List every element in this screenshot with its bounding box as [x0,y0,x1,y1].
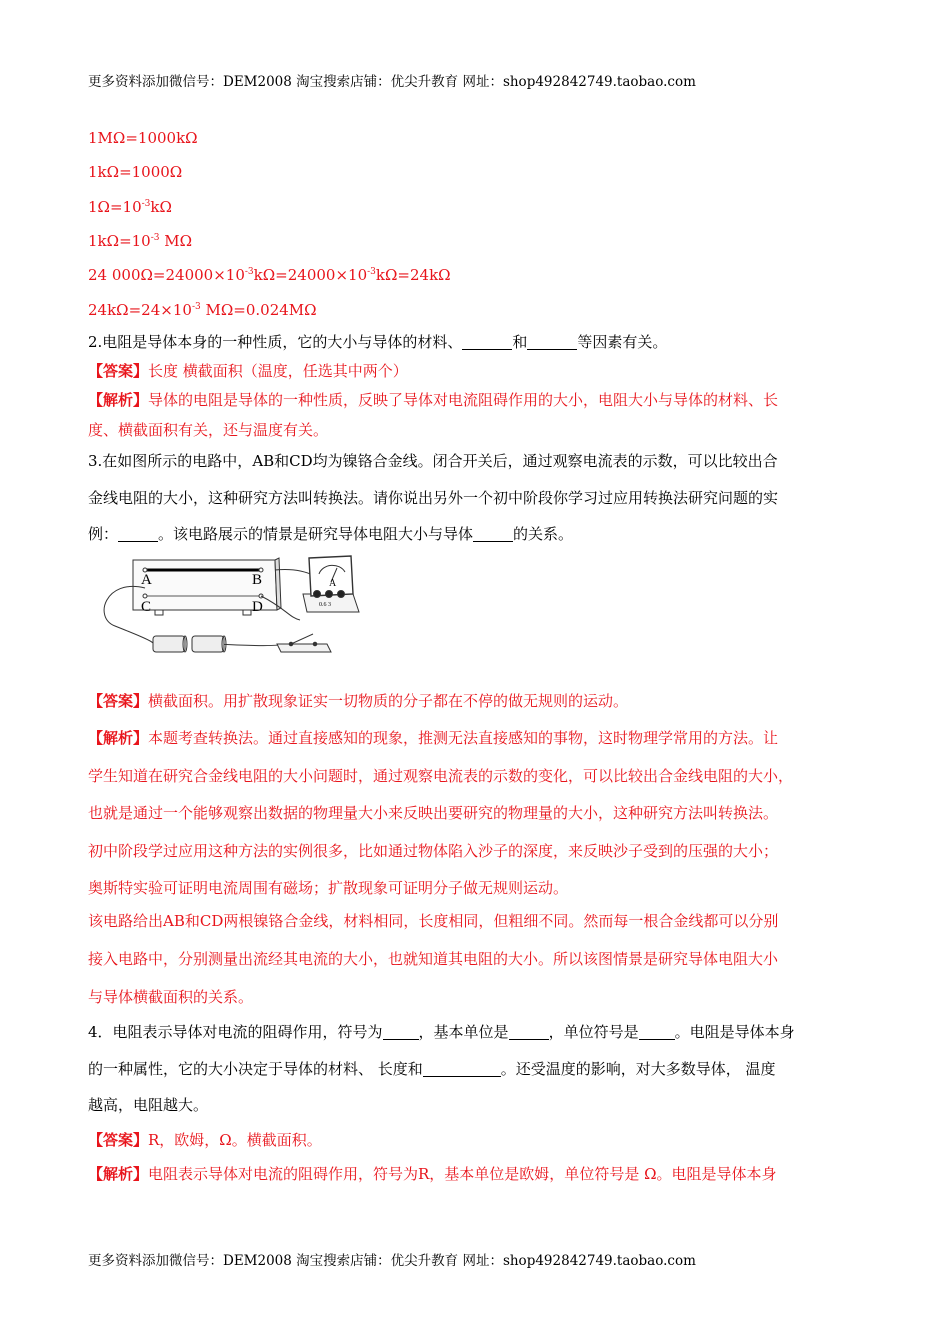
question-3-analysis-5: 奥斯特实验可证明电流周围有磁场；扩散现象可证明分子做无规则运动。 [88,879,569,897]
question-4-line-3: 越高，电阻越大。 [88,1096,209,1114]
question-2-analysis-2: 度、横截面积有关，还与温度有关。 [88,421,329,439]
question-4-line-1: 4．电阻表示导体对电流的阻碍作用，符号为 ，基本单位是 ，单位符号是 。电阻是导体本身 [88,1023,795,1041]
question-2: 2.电阻是导体本身的一种性质，它的大小与导体的材料、 和 等因素有关。 [88,333,668,351]
circuit-diagram [95,548,360,660]
question-3-line-1: 3.在如图所示的电路中，AB和CD均为镍铬合金线。闭合开关后，通过观察电流表的示数，可以比较出合 [88,452,778,470]
conversion-line-2: 1kΩ=1000Ω [88,163,183,181]
question-4-answer: 【答案】R，欧姆，Ω。横截面积。 [88,1131,322,1149]
ammeter-scale: 0.6 3 [319,602,331,608]
question-3-analysis-1: 【解析】本题考查转换法。通过直接感知的现象，推测无法直接感知的事物，这时物理学常用的方法。让 [88,729,779,747]
question-3-answer: 【答案】横截面积。用扩散现象证实一切物质的分子都在不停的做无规则的运动。 [88,692,629,710]
question-3-line-2: 金线电阻的大小，这种研究方法叫转换法。请你说出另外一个初中阶段你学习过应用转换法研究问题的实 [88,489,779,507]
label-c: C [141,599,152,615]
question-4-line-2: 的一种属性，它的大小决定于导体的材料、 长度和 。还受温度的影响，对大多数导体， 温度 [88,1060,776,1078]
question-3-line-3: 例： 。该电路展示的情景是研究导体电阻大小与导体 的关系。 [88,525,574,543]
label-d: D [252,599,263,615]
question-3-analysis-2: 学生知道在研究合金线电阻的大小问题时，通过观察电流表的示数的变化，可以比较出合金线电阻的大小， [88,767,794,785]
question-3-analysis-6: 该电路给出AB和CD两根镍铬合金线，材料相同，长度相同，但粗细不同。然而每一根合金线都可以分别 [88,912,779,930]
question-4-analysis-1: 【解析】电阻表示导体对电流的阻碍作用，符号为R，基本单位是欧姆，单位符号是 Ω。电阻是导体本身 [88,1165,777,1183]
question-3-analysis-3: 也就是通过一个能够观察出数据的物理量大小来反映出要研究的物理量的大小，这种研究方法叫转换法。 [88,804,779,822]
label-a: A [141,572,152,588]
page-header: 更多资料添加微信号：DEM2008 淘宝搜索店铺：优尖升教育 网址：shop492842749.taobao.com [88,74,696,90]
question-3-analysis-8: 与导体横截面积的关系。 [88,988,254,1006]
question-2-analysis-1: 【解析】导体的电阻是导体的一种性质，反映了导体对电流阻碍作用的大小，电阻大小与导体的材料、长 [88,391,779,409]
conversion-line-6: $24k\Omega=24\times 10^{-3}$ MΩ=0.024MΩ [88,301,317,319]
question-3-analysis-7: 接入电路中，分别测量出流经其电流的大小，也就知道其电阻的大小。所以该图情景是研究导体电阻大小 [88,950,779,968]
ammeter-label: A [329,578,337,589]
conversion-line-4: $1k\Omega=10^{-3}$ MΩ [88,232,193,250]
label-b: B [252,572,263,588]
conversion-line-5: 24 $000\Omega=24000\times 10^{-3}k\Omega=24000\times 10^{-3}k\Omega=24k\Omega$ [88,266,451,284]
question-3-analysis-4: 初中阶段学过应用这种方法的实例很多，比如通过物体陷入沙子的深度，来反映沙子受到的压强的大小； [88,842,779,860]
page-footer: 更多资料添加微信号：DEM2008 淘宝搜索店铺：优尖升教育 网址：shop492842749.taobao.com [88,1253,696,1269]
conversion-line-1: 1MΩ=1000kΩ [88,129,198,147]
question-2-answer: 【答案】长度 横截面积（温度，任选其中两个） [88,362,408,380]
conversion-line-3: $1\Omega=10^{-3}k\Omega$ [88,198,172,216]
